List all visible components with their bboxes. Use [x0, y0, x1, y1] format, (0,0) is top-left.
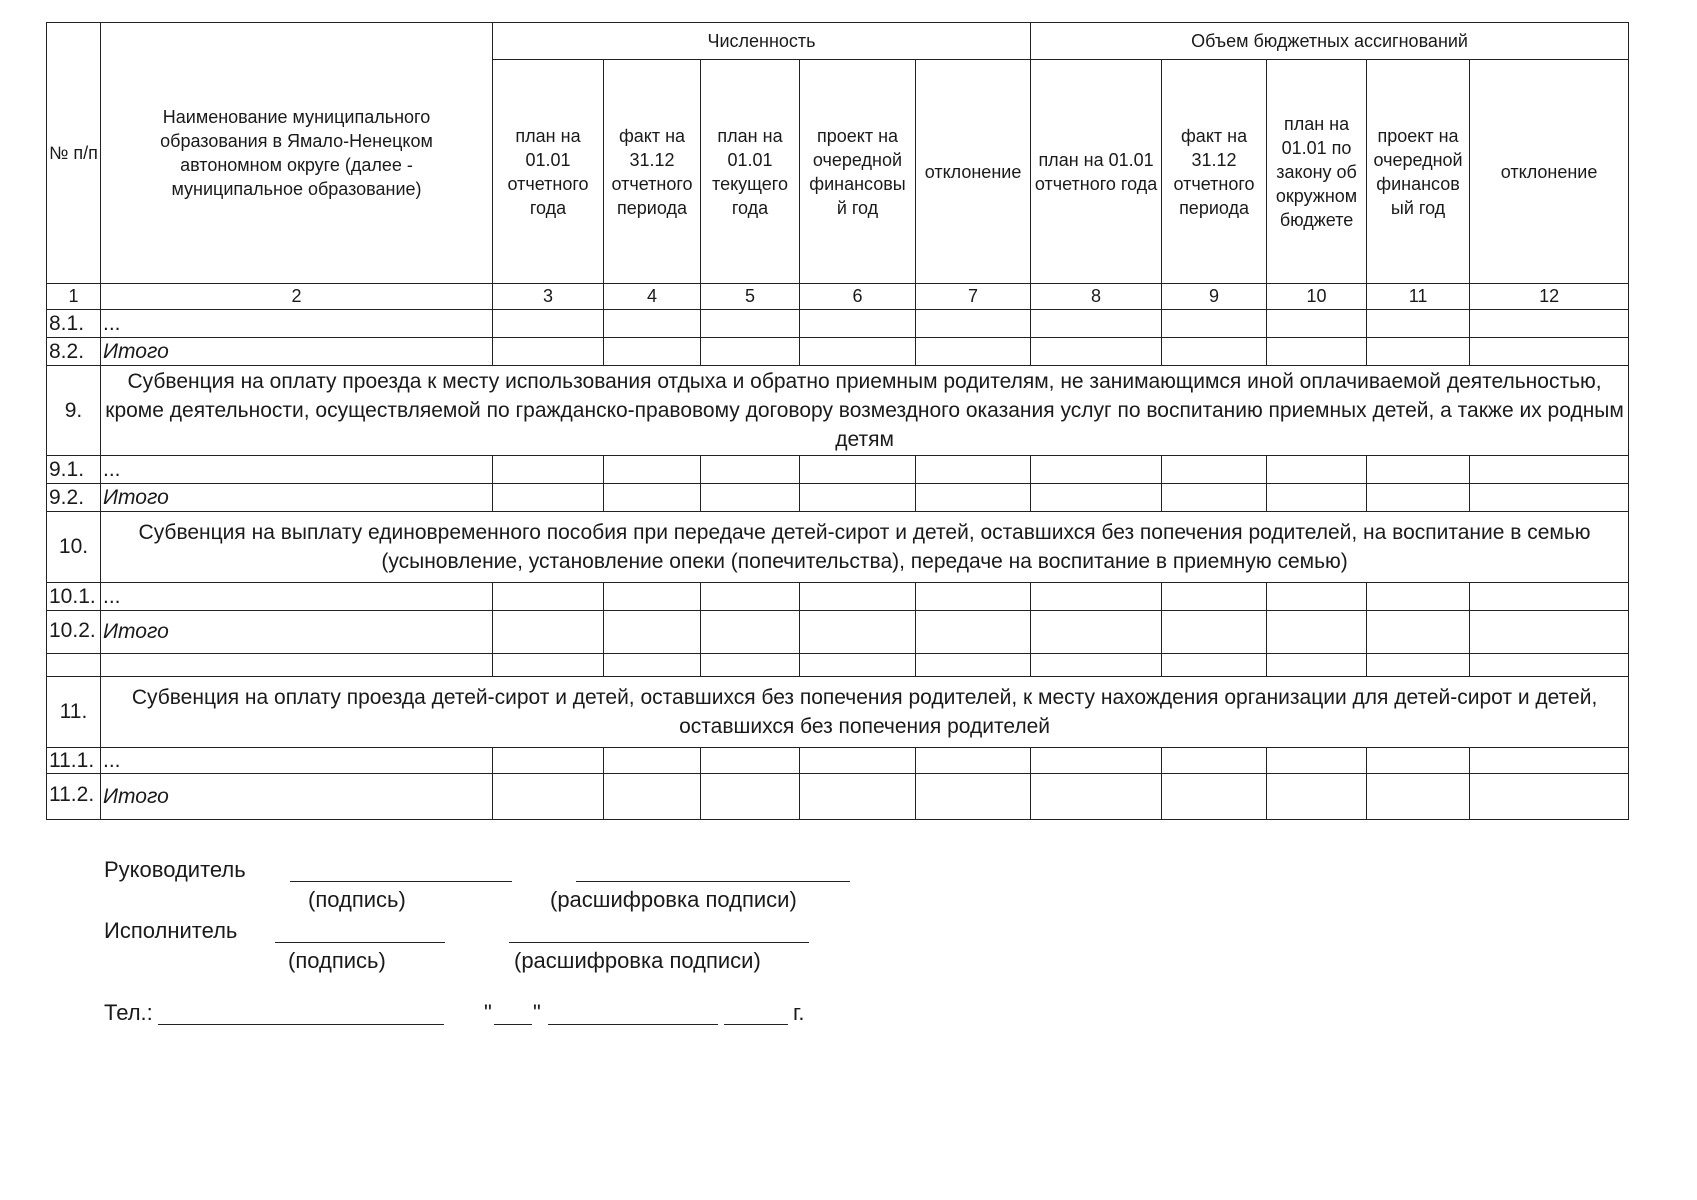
- data-cell: [800, 583, 916, 611]
- column-number: 6: [800, 284, 916, 310]
- data-cell: [1367, 310, 1470, 338]
- row-number: 11.2.: [47, 774, 101, 820]
- data-cell: [1267, 456, 1367, 484]
- column-number: 1: [47, 284, 101, 310]
- data-cell: [916, 310, 1031, 338]
- table-row: [47, 774, 1629, 820]
- executor-signature-line[interactable]: [275, 942, 445, 943]
- data-cell: [916, 774, 1031, 820]
- data-cell: [916, 583, 1031, 611]
- data-cell: [1162, 456, 1267, 484]
- municipality-name: ...: [101, 748, 493, 774]
- date-quote-close: ": [533, 1000, 541, 1025]
- data-cell: [1367, 654, 1470, 677]
- date-month-line[interactable]: [548, 1024, 718, 1025]
- data-cell: [701, 583, 800, 611]
- data-cell: [604, 583, 701, 611]
- column-number: 9: [1162, 284, 1267, 310]
- head-decode-line[interactable]: [576, 881, 850, 882]
- header-group-budget: Объем бюджетных ассигнований: [1031, 23, 1629, 60]
- data-cell: [1267, 748, 1367, 774]
- table-row: [47, 456, 1629, 484]
- head-signature-line[interactable]: [290, 881, 512, 882]
- column-number-row: [47, 284, 1629, 310]
- data-cell: [493, 748, 604, 774]
- column-number: 2: [101, 284, 493, 310]
- data-cell: [1470, 310, 1629, 338]
- date-year-line[interactable]: [724, 1024, 788, 1025]
- row-number: 10.1.: [47, 583, 101, 611]
- blank-row: [47, 654, 1629, 677]
- table-row: [47, 310, 1629, 338]
- section-row: [47, 512, 1629, 583]
- data-cell: [604, 338, 701, 366]
- row-number: 11.1.: [47, 748, 101, 774]
- data-cell: [493, 456, 604, 484]
- data-cell: [1470, 611, 1629, 654]
- data-cell: [1162, 774, 1267, 820]
- header-group-row: [47, 23, 1629, 60]
- data-cell: [1031, 654, 1162, 677]
- data-cell: [493, 310, 604, 338]
- data-cell: [1031, 310, 1162, 338]
- date-quote-open: ": [484, 1000, 492, 1025]
- head-decode-caption: (расшифровка подписи): [550, 887, 797, 912]
- header-count-project: проект на очередной финансовы й год: [800, 60, 916, 284]
- header-count-plan-current: план на 01.01 текущего года: [701, 60, 800, 284]
- header-budget-plan: план на 01.01 отчетного года: [1031, 60, 1162, 284]
- data-cell: [1162, 338, 1267, 366]
- column-number: 8: [1031, 284, 1162, 310]
- section-title: Субвенция на выплату единовременного пособия при передаче детей-сирот и детей, оставшихся без попечения родителей, на воспитание в семью (усыновление, установление опеки (попечительства), передаче на воспитание в приемную семью): [101, 512, 1629, 583]
- data-cell: [701, 774, 800, 820]
- municipality-name: ...: [101, 456, 493, 484]
- data-cell: [1267, 338, 1367, 366]
- head-label: Руководитель: [104, 857, 246, 882]
- row-number: 10.2.: [47, 611, 101, 654]
- section-title: Субвенция на оплату проезда к месту использования отдыха и обратно приемным родителям, не занимающимся иной оплачиваемой деятельностью, кроме деятельности, осуществляемой по гражданско-правовому договору возмездного оказания услуг по воспитанию приемных детей, а также их родным детям: [101, 366, 1629, 456]
- column-number: 5: [701, 284, 800, 310]
- header-budget-plan-law: план на 01.01 по закону об окружном бюджете: [1267, 60, 1367, 284]
- data-cell: [800, 456, 916, 484]
- data-cell: [1031, 583, 1162, 611]
- data-cell: [1470, 338, 1629, 366]
- data-cell: [1267, 611, 1367, 654]
- data-cell: [701, 338, 800, 366]
- section-number: 9.: [47, 366, 101, 456]
- year-suffix: г.: [793, 1000, 805, 1025]
- data-cell: [916, 338, 1031, 366]
- municipality-name: ...: [101, 583, 493, 611]
- data-cell: [800, 774, 916, 820]
- executor-decode-caption: (расшифровка подписи): [514, 948, 761, 973]
- header-col-name: Наименование муниципального образования в Ямало-Ненецком автономном округе (далее - муниципальное образование): [101, 23, 493, 284]
- data-cell: [701, 748, 800, 774]
- data-cell: [1367, 583, 1470, 611]
- data-cell: [1162, 611, 1267, 654]
- data-cell: [1031, 338, 1162, 366]
- data-cell: [1470, 456, 1629, 484]
- data-cell: [1470, 583, 1629, 611]
- header-col-no: № п/п: [47, 23, 101, 284]
- row-number: 8.2.: [47, 338, 101, 366]
- data-cell: [1367, 748, 1470, 774]
- table-row: [47, 748, 1629, 774]
- section-row: [47, 366, 1629, 456]
- data-cell: [1162, 484, 1267, 512]
- header-budget-deviation: отклонение: [1470, 60, 1629, 284]
- table-row: [47, 338, 1629, 366]
- executor-signature-caption: (подпись): [288, 948, 386, 973]
- data-cell: [800, 338, 916, 366]
- table-row: [47, 611, 1629, 654]
- date-day-line[interactable]: [494, 1024, 532, 1025]
- data-cell: [1367, 456, 1470, 484]
- data-cell: [916, 611, 1031, 654]
- data-cell: [1267, 484, 1367, 512]
- data-cell: [1031, 748, 1162, 774]
- data-cell: [1267, 654, 1367, 677]
- data-cell: [1031, 611, 1162, 654]
- executor-label: Исполнитель: [104, 918, 238, 943]
- data-cell: [604, 484, 701, 512]
- head-signature-caption: (подпись): [308, 887, 406, 912]
- header-count-fact: факт на 31.12 отчетного периода: [604, 60, 701, 284]
- data-cell: [701, 456, 800, 484]
- data-cell: [604, 611, 701, 654]
- row-number: 9.1.: [47, 456, 101, 484]
- data-cell: [701, 310, 800, 338]
- data-cell: [1470, 748, 1629, 774]
- header-budget-fact: факт на 31.12 отчетного периода: [1162, 60, 1267, 284]
- column-number: 10: [1267, 284, 1367, 310]
- total-label: Итого: [101, 774, 493, 820]
- header-budget-project: проект на очередной финансов ый год: [1367, 60, 1470, 284]
- header-count-plan: план на 01.01 отчетного года: [493, 60, 604, 284]
- row-number: 9.2.: [47, 484, 101, 512]
- data-cell: [1031, 456, 1162, 484]
- data-cell: [916, 484, 1031, 512]
- header-group-count: Численность: [493, 23, 1031, 60]
- table-row: [47, 583, 1629, 611]
- municipality-name: ...: [101, 310, 493, 338]
- data-cell: [701, 611, 800, 654]
- data-cell: [1162, 748, 1267, 774]
- data-cell: [800, 310, 916, 338]
- data-cell: [1031, 484, 1162, 512]
- column-number: 7: [916, 284, 1031, 310]
- data-cell: [604, 774, 701, 820]
- executor-decode-line[interactable]: [509, 942, 809, 943]
- report-table: [46, 22, 1629, 820]
- data-cell: [1367, 338, 1470, 366]
- phone-label: Тел.:: [104, 1000, 153, 1025]
- section-title: Субвенция на оплату проезда детей-сирот и детей, оставшихся без попечения родителей, к месту нахождения организации для детей-сирот и детей, оставшихся без попечения родителей: [101, 677, 1629, 748]
- total-label: Итого: [101, 484, 493, 512]
- data-cell: [800, 484, 916, 512]
- total-label: Итого: [101, 611, 493, 654]
- table-row: [47, 484, 1629, 512]
- phone-line[interactable]: [158, 1024, 444, 1025]
- data-cell: [1367, 611, 1470, 654]
- section-row: [47, 677, 1629, 748]
- column-number: 11: [1367, 284, 1470, 310]
- row-number: 8.1.: [47, 310, 101, 338]
- data-cell: [101, 654, 493, 677]
- data-cell: [604, 654, 701, 677]
- data-cell: [1031, 774, 1162, 820]
- section-number: 11.: [47, 677, 101, 748]
- data-cell: [1267, 583, 1367, 611]
- data-cell: [800, 611, 916, 654]
- column-number: 3: [493, 284, 604, 310]
- data-cell: [701, 654, 800, 677]
- data-cell: [800, 654, 916, 677]
- data-cell: [604, 748, 701, 774]
- data-cell: [1267, 774, 1367, 820]
- data-cell: [916, 654, 1031, 677]
- data-cell: [493, 774, 604, 820]
- column-number: 4: [604, 284, 701, 310]
- data-cell: [916, 456, 1031, 484]
- data-cell: [1470, 484, 1629, 512]
- column-number: 12: [1470, 284, 1629, 310]
- data-cell: [1470, 774, 1629, 820]
- data-cell: [493, 611, 604, 654]
- data-cell: [1367, 484, 1470, 512]
- data-cell: [493, 338, 604, 366]
- data-cell: [604, 456, 701, 484]
- data-cell: [1162, 583, 1267, 611]
- data-cell: [1470, 654, 1629, 677]
- data-cell: [1367, 774, 1470, 820]
- data-cell: [493, 583, 604, 611]
- data-cell: [701, 484, 800, 512]
- data-cell: [604, 310, 701, 338]
- total-label: Итого: [101, 338, 493, 366]
- data-cell: [1162, 310, 1267, 338]
- data-cell: [47, 654, 101, 677]
- data-cell: [493, 484, 604, 512]
- data-cell: [916, 748, 1031, 774]
- data-cell: [1267, 310, 1367, 338]
- data-cell: [493, 654, 604, 677]
- data-cell: [800, 748, 916, 774]
- data-cell: [1162, 654, 1267, 677]
- header-count-deviation: отклонение: [916, 60, 1031, 284]
- section-number: 10.: [47, 512, 101, 583]
